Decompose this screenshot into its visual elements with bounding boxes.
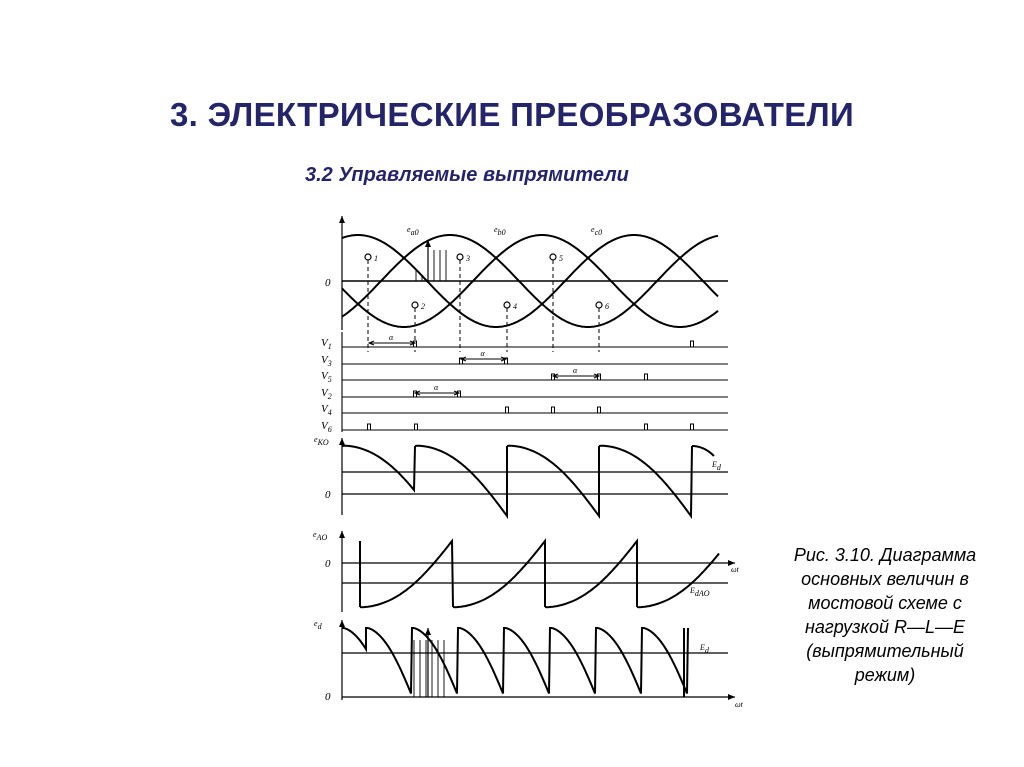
- caption-line: (выпрямительный: [806, 641, 964, 661]
- gate-pulse: [368, 424, 371, 430]
- eao-label: eAO: [313, 530, 328, 542]
- phase-y-axis-head: [339, 216, 345, 223]
- caption-line: режим): [854, 665, 916, 685]
- eko-waveform: [342, 446, 692, 516]
- ed-hatch-arrow-head: [425, 628, 431, 635]
- gate-pulse: [552, 407, 555, 413]
- zero-label: 0: [325, 277, 331, 289]
- zero-label: 0: [325, 558, 331, 570]
- phase-voltage-panel: [325, 216, 728, 352]
- zero-label: 0: [325, 489, 331, 501]
- thyristor-label: $V_2$: [321, 387, 332, 401]
- ed-label: ed: [314, 619, 322, 631]
- cathode-group-voltage-panel: [314, 435, 728, 516]
- commutation-point-label: 4: [513, 302, 517, 311]
- commutation-point: [596, 302, 602, 308]
- gate-pulse: [552, 374, 555, 380]
- gate-pulse: [645, 374, 648, 380]
- commutation-point: [412, 302, 418, 308]
- eko-waveform-tail: [692, 446, 714, 456]
- gate-pulse: [415, 424, 418, 430]
- ed-waveform: [342, 628, 688, 694]
- thyristor-label: $V_4$: [321, 403, 332, 417]
- thyristor-label: $V_3$: [321, 354, 332, 368]
- gate-pulse: [458, 391, 461, 397]
- commutation-point-label: 6: [605, 302, 609, 311]
- commutation-point: [365, 254, 371, 260]
- caption-line: мостовой схеме с: [808, 593, 962, 613]
- wt-label: ωt: [731, 565, 739, 574]
- zero-label: 0: [325, 691, 331, 703]
- eko-label: eKO: [314, 435, 329, 447]
- phase-c-label: ec0: [591, 225, 603, 237]
- wt-label: ωt: [735, 700, 743, 709]
- rectified-voltage-panel: [314, 619, 744, 709]
- slide-subtitle: 3.2 Управляемые выпрямители: [305, 164, 629, 186]
- commutation-point-label: 1: [374, 254, 378, 263]
- gate-pulse: [506, 407, 509, 413]
- gate-pulse-panel: [321, 332, 728, 434]
- phase-a-label: ea0: [407, 225, 419, 237]
- eko-Ed-label: Ed: [712, 460, 721, 472]
- gate-pulse: [691, 424, 694, 430]
- caption-line: Рис. 3.10. Диаграмма: [793, 545, 977, 565]
- eko-y-axis-head: [339, 438, 345, 445]
- thyristor-label: $V_6$: [321, 420, 332, 434]
- alpha-label: α: [434, 383, 439, 392]
- eao-y-axis-head: [339, 531, 345, 538]
- gate-pulse: [414, 341, 417, 347]
- gate-pulse: [645, 424, 648, 430]
- commutation-point-label: 2: [421, 302, 425, 311]
- gate-pulse: [691, 341, 694, 347]
- thyristor-label: $V_5$: [321, 370, 332, 384]
- ed-y-axis-head: [339, 620, 345, 627]
- commutation-point: [457, 254, 463, 260]
- commutation-point: [550, 254, 556, 260]
- thyristor-label: $V_1$: [321, 337, 332, 351]
- eao-waveform: [360, 541, 719, 607]
- alpha-label: α: [573, 366, 578, 375]
- gate-pulse: [598, 374, 601, 380]
- commutation-point-label: 3: [466, 254, 470, 263]
- ed-x-axis-head: [728, 694, 735, 700]
- caption-line: основных величин в: [801, 569, 969, 589]
- slide-title: 3. ЭЛЕКТРИЧЕСКИЕ ПРЕОБРАЗОВАТЕЛИ: [170, 96, 854, 133]
- gate-pulse: [414, 391, 417, 397]
- gate-pulse: [598, 407, 601, 413]
- phase-b-label: eb0: [494, 225, 506, 237]
- anode-group-voltage-panel: [313, 530, 740, 612]
- alpha-label: α: [389, 333, 394, 342]
- commutation-point: [504, 302, 510, 308]
- alpha-label: α: [480, 349, 485, 358]
- caption-line: нагрузкой R—L—E: [804, 617, 966, 637]
- commutation-point-label: 5: [559, 254, 563, 263]
- figure-caption: [770, 543, 1000, 687]
- EdAO-label: EdAO: [690, 586, 710, 598]
- ed-Ed-label: Ed: [700, 643, 709, 655]
